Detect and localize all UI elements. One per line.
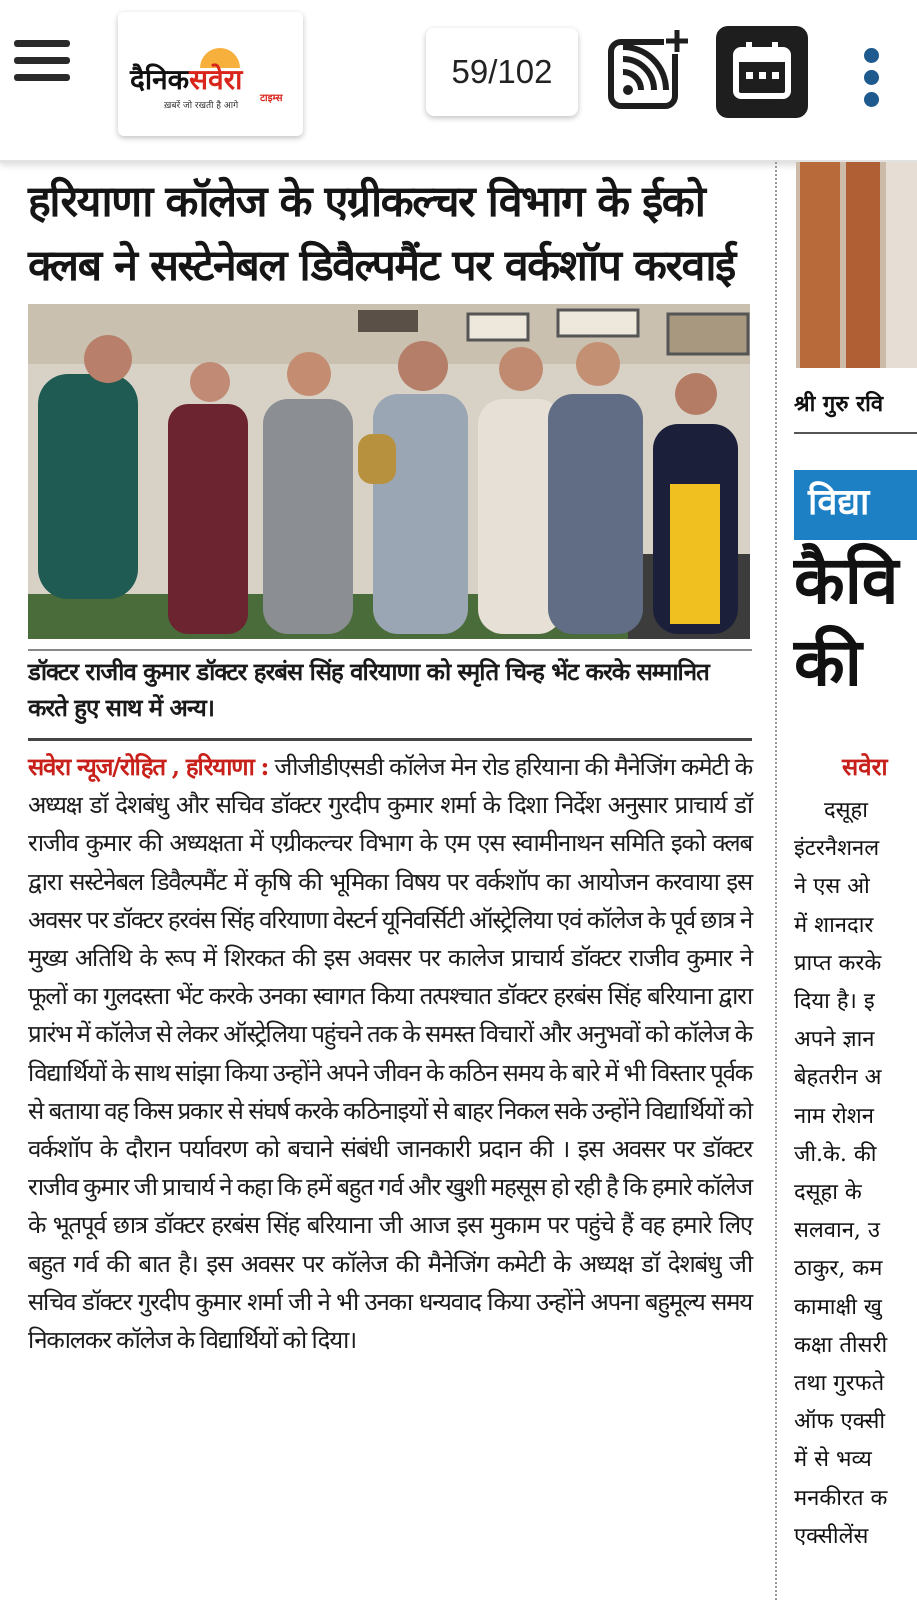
adjacent-body-line: जी.के. की — [794, 1141, 877, 1167]
article-byline: सवेरा न्यूज/रोहित , हरियाणा : — [28, 752, 269, 781]
more-vertical-icon[interactable] — [856, 48, 886, 118]
adjacent-body-line: में शानदार — [794, 912, 874, 938]
column-divider — [775, 162, 777, 1600]
logo-tagline: ख़बरें जो रखती है आगे — [164, 101, 239, 111]
article-body-text: जीजीडीएसडी कॉलेज मेन रोड हरियाना की मैनेजिंग कमेटी के अध्यक्ष डॉ देशबंधु और सचिव डॉक्टर गुरदीप कुमार शर्मा के दिशा निर्देश अनुसार प्राचार्य डॉ राजीव कुमार की अध्यक्षता में एग्रीकल्चर विभाग के एम एस स्वामीनाथन समिति इको क्लब द्वारा सस्टेनेबल डिवैल्पमैंट में कृषि की भूमिका विषय पर वर्कशॉप का आयोजन करवाया इस अवसर पर डॉक्टर हरवंस सिंह वरियाणा वेस्टर्न यूनिवर्सिटी ऑस्ट्रेलिया एवं कॉलेज के पूर्व छात्र ने मुख्य अतिथि के रूप में शिरकत की इस अवसर पर कालेज प्राचार्य डॉक्टर राजीव कुमार ने फूलों का गुलदस्ता भेंट करके उनका स्वागत किया तत्पश्चात डॉक्टर हरबंस सिंह बरियाना द्वारा प्रारंभ में कॉलेज से लेकर ऑस्ट्रेलिया पहुंचने तक के समस्त विचारों और अनुभवों को कॉलेज के विद्यार्थियों के साथ सांझा किया उन्होंने अपने जीवन के कठिन समय के बारे में भी विस्तार पूर्वक से बताया वह किस प्रकार से संघर्ष करके कठिनाइयों से बाहर निकल सके उन्होंने विद्यार्थियों को वर्कशॉप के दौरान पर्यावरण को बचाने संबंधी जानकारी प्रदान की । इस अवसर पर डॉक्टर राजीव कुमार जी प्राचार्य ने कहा कि हमें बहुत गर्व और खुशी महसूस हो रही है कि हमारे कॉलेज के भूतपूर्व छात्र डॉक्टर हरबंस सिंह बरियाना जी आज इस मुकाम पर पहुंचे हैं वह हमारे लिए बहुत गर्व की बात है। इस अवसर पर कॉलेज की मैनेजिंग कमेटी के अध्यक्ष डॉ देशबंधु जी सचिव डॉक्टर गुरदीप कुमार शर्मा जी ने भी उनका धन्यवाद किया उन्होंने अपना बहुमूल्य समय निकालकर कॉलेज के विद्यार्थियों को दिया। — [28, 753, 752, 1355]
more-dot — [864, 70, 879, 85]
adjacent-photo-illustration — [796, 162, 917, 368]
adjacent-body-line: बेहतरीन अ — [794, 1065, 882, 1091]
adjacent-body-line: तथा गुरफते — [794, 1371, 885, 1397]
menu-bar — [14, 40, 70, 47]
adjacent-body-line: कामाक्षी खु — [794, 1294, 882, 1320]
adjacent-body-line: अपने ज्ञान — [794, 1027, 875, 1053]
article-headline: हरियाणा कॉलेज के एग्रीकल्चर विभाग के ईको क्लब ने सस्टेनेबल डिवैल्पमैंट पर वर्कशॉप करवाई — [28, 177, 735, 291]
adjacent-body-line: दसूहा — [824, 798, 868, 823]
calendar-glyph — [716, 26, 808, 118]
adjacent-body-line: एक्सीलेंस — [794, 1523, 869, 1549]
article-photo[interactable] — [28, 304, 750, 639]
caption-divider — [28, 649, 752, 651]
adjacent-body-line: ने एस ओ — [794, 874, 870, 900]
adjacent-body-line: मनकीरत क — [794, 1485, 888, 1511]
adjacent-photo-caption: श्री गुरु रवि — [794, 392, 884, 417]
logo-suffix: टाइम्स — [260, 93, 283, 104]
adjacent-headline-line-1: कैवि — [794, 542, 899, 619]
calendar-icon[interactable] — [716, 26, 808, 118]
adjacent-body-line: सलवान, उ — [794, 1218, 880, 1244]
adjacent-article — [786, 162, 917, 1600]
article-body — [28, 748, 752, 1359]
group-photo-illustration — [28, 304, 750, 639]
rss-add-icon[interactable] — [606, 28, 690, 112]
adjacent-body-line: दिया है। इ — [794, 989, 875, 1015]
photo-caption: डॉक्टर राजीव कुमार डॉक्टर हरबंस सिंह वरियाणा को स्मृति चिन्ह भेंट करके सम्मानित करते हुए साथ में अन्य। — [28, 658, 709, 722]
adjacent-body-line: में से भव्य — [794, 1447, 872, 1473]
page-counter[interactable]: 59/102 — [426, 28, 578, 116]
logo-title — [130, 60, 242, 98]
adjacent-body-line: दसूहा के — [794, 1180, 862, 1206]
adjacent-article-photo[interactable] — [796, 162, 917, 368]
adjacent-divider — [794, 432, 917, 434]
more-dot — [864, 92, 879, 107]
rss-add-glyph — [606, 28, 690, 112]
menu-bar — [14, 57, 70, 64]
adjacent-body-line: ऑफ एक्सी — [794, 1409, 886, 1435]
body-divider — [28, 738, 752, 741]
top-toolbar — [0, 0, 917, 163]
adjacent-body-line: कक्षा तीसरी — [794, 1332, 888, 1358]
adjacent-byline: सवेरा — [842, 752, 888, 781]
adjacent-body-line: नाम रोशन — [794, 1103, 874, 1129]
logo-word-2: सवेरा — [189, 63, 243, 96]
more-dot — [864, 48, 879, 63]
adjacent-headline — [794, 540, 898, 704]
logo-word-1: दैनिक — [130, 63, 190, 96]
adjacent-headline-line-2: की — [794, 624, 862, 701]
adjacent-body-line: इंटरनैशनल — [794, 836, 880, 862]
adjacent-body-line: ठाकुर, कम — [794, 1256, 883, 1282]
adjacent-section-label: विद्या — [808, 482, 870, 523]
adjacent-body — [794, 792, 917, 1556]
hamburger-menu-icon[interactable] — [14, 40, 70, 86]
publication-logo[interactable] — [118, 12, 303, 136]
menu-bar — [14, 74, 70, 81]
adjacent-body-line: प्राप्त करके — [794, 950, 882, 976]
